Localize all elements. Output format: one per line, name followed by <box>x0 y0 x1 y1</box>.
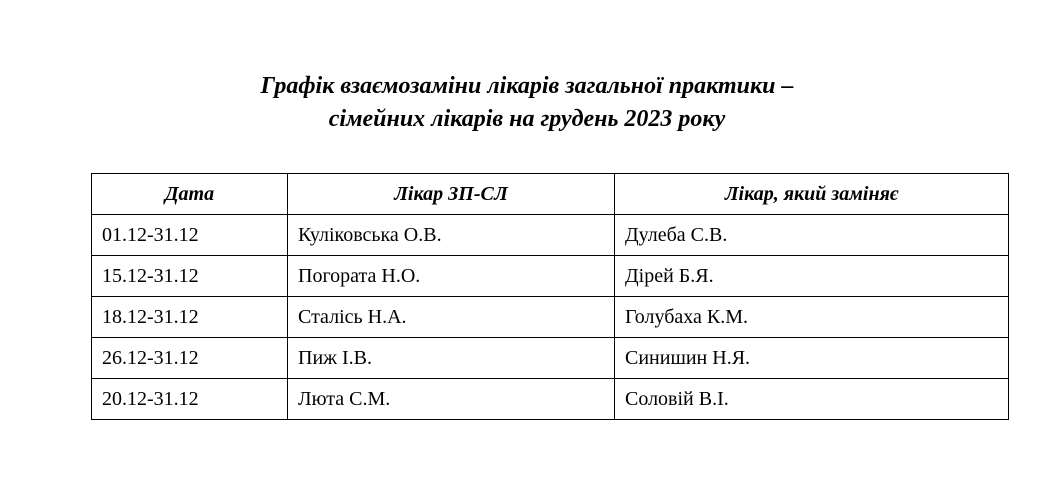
table-header-row <box>92 174 1009 215</box>
table-row <box>92 297 1009 338</box>
cell-date: 26.12-31.12 <box>92 338 288 379</box>
cell-replacing-doctor: Дірей Б.Я. <box>615 256 1009 297</box>
cell-replacing-doctor: Дулеба С.В. <box>615 215 1009 256</box>
cell-replacing-doctor: Соловій В.І. <box>615 379 1009 420</box>
header-doctor: Лікар ЗП-СЛ <box>288 174 615 215</box>
cell-date: 15.12-31.12 <box>92 256 288 297</box>
table-row <box>92 215 1009 256</box>
title-line-1: Графік взаємозаміни лікарів загальної практики – <box>260 73 794 99</box>
cell-date: 20.12-31.12 <box>92 379 288 420</box>
title-line-2: сімейних лікарів на грудень 2023 року <box>328 106 726 132</box>
cell-date: 01.12-31.12 <box>92 215 288 256</box>
cell-date: 18.12-31.12 <box>92 297 288 338</box>
cell-replacing-doctor: Синишин Н.Я. <box>615 338 1009 379</box>
document-title <box>0 70 1054 136</box>
cell-doctor: Погората Н.О. <box>288 256 615 297</box>
cell-doctor: Люта С.М. <box>288 379 615 420</box>
header-replacing-doctor: Лікар, який заміняє <box>615 174 1009 215</box>
cell-doctor: Куліковська О.В. <box>288 215 615 256</box>
cell-doctor: Пиж І.В. <box>288 338 615 379</box>
table-row <box>92 256 1009 297</box>
table-row <box>92 379 1009 420</box>
cell-doctor: Сталісь Н.А. <box>288 297 615 338</box>
replacement-schedule-table <box>91 173 1009 420</box>
table-row <box>92 338 1009 379</box>
header-date: Дата <box>92 174 288 215</box>
cell-replacing-doctor: Голубаха К.М. <box>615 297 1009 338</box>
